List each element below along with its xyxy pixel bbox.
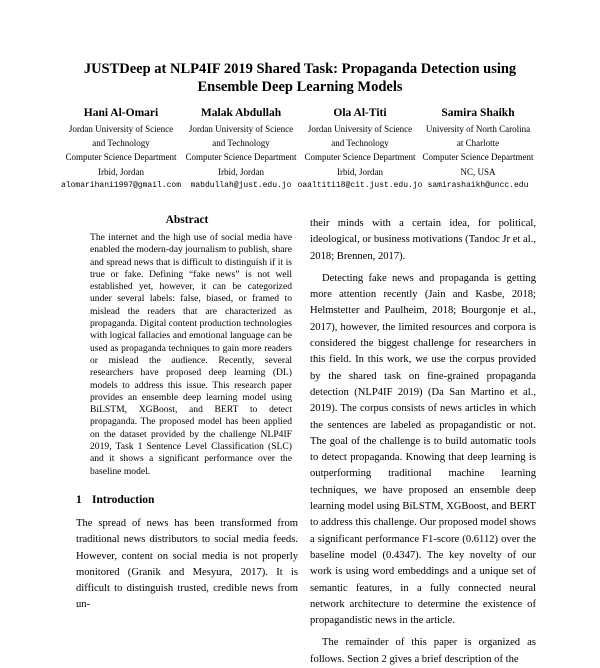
author-ola-al-titi	[295, 104, 425, 193]
author-hani-al-omari	[56, 104, 186, 193]
left-column	[76, 212, 298, 614]
author-samira-shaikh	[413, 104, 543, 193]
author-email: samirashaikh@uncc.edu	[427, 180, 529, 190]
right-column	[310, 216, 536, 668]
section-title: Introduction	[92, 493, 155, 506]
author-affiliation-cont: and Technology	[331, 138, 389, 149]
title-line-2: Ensemble Deep Learning Models	[197, 79, 403, 95]
author-name: Hani Al-Omari	[83, 107, 159, 119]
abstract-heading: Abstract	[165, 214, 209, 226]
author-affiliation: Jordan University of Science	[188, 124, 294, 134]
section-number: 1	[76, 493, 82, 506]
author-name: Ola Al-Titi	[333, 107, 387, 119]
author-affiliation: University of North Carolina	[425, 124, 531, 134]
author-name: Samira Shaikh	[441, 107, 515, 119]
author-location: Irbid, Jordan	[218, 166, 264, 177]
author-block	[0, 104, 600, 194]
section-heading-introduction	[76, 492, 298, 508]
author-malak-abdullah	[176, 104, 306, 193]
author-department: Computer Science Department	[304, 152, 416, 163]
paper-title	[50, 60, 550, 96]
author-department: Computer Science Department	[422, 152, 534, 163]
author-location: Irbid, Jordan	[337, 166, 383, 177]
author-location: Irbid, Jordan	[98, 166, 144, 177]
author-email: alomarihani1997@gmail.com	[60, 180, 182, 190]
author-affiliation-cont: and Technology	[92, 138, 150, 149]
author-affiliation-cont: and Technology	[212, 138, 270, 149]
author-department: Computer Science Department	[65, 152, 177, 163]
abstract-text: The internet and the high use of social media have enabled the modern-day journalism to publish, share and spread news that is difficult to distinguish if it is true or fake. Defining “fake news” is not well established yet, however, it can be categorized under several labels: false, biased, or framed to mislead the readers that are characterized as propaganda. Digital content production technologies with logical fallacies and emotional language can be used as propaganda techniques to gain more readers or mislead the audience. Recently, several researchers have proposed deep learning (DL) models to address this issue. This research paper provides an ensemble deep learning model using BiLSTM, XGBoost, and BERT to detect propaganda. The proposed model has been applied on the dataset provided by the challenge NLP4IF 2019, Task 1 Sentence Level Classification (SLC) and it shows a significant performance over the baseline model.	[90, 232, 292, 477]
paragraph-paper-organization: The remainder of this paper is organized as follows. Section 2 gives a brief description of the	[310, 637, 536, 665]
paragraph-fake-news-detection: Detecting fake news and propaganda is getting more attention recently (Jain and Kasbe, 2018; Helmstetter and Paulheim, 2018; Bourgonje et al., 2017), however, the limited resources and corpora is considered the biggest challenge for researchers in this field. In this work, we use the corpus provided by the shared task on fine-grained propaganda detection (NLP4IF 2019) (Da San Martino et al., 2019). The corpus consists of news articles in which the sentences are labeled as propagandistic or not. The goal of the challenge is to build automatic tools to detect propaganda. Knowing that deep learning is outperforming traditional machine learning techniques, we have proposed an ensemble deep learning model using BiLSTM, XGBoost, and BERT to address this challenge. Our proposed model shows a significant performance F1-score (0.6112) over the baseline model (0.4347). The key novelty of our work is using word embeddings and a unique set of semantic features, in a fully connected neural network architecture to determine the existence of propagandistic news in the article.	[310, 272, 536, 627]
author-email: oaaltiti18@cit.just.edu.jo	[297, 180, 423, 190]
author-affiliation: Jordan University of Science	[68, 124, 174, 134]
author-email: mabdullah@just.edu.jo	[190, 180, 292, 190]
author-affiliation-cont: at Charlotte	[456, 138, 500, 149]
author-affiliation: Jordan University of Science	[307, 124, 413, 134]
author-department: Computer Science Department	[185, 152, 297, 163]
title-line-1: JUSTDeep at NLP4IF 2019 Shared Task: Propaganda Detection using	[83, 61, 517, 77]
paragraph-continuation: their minds with a certain idea, for political, ideological, or business motivations (Tandoc Jr et al., 2018; Brennen, 2017).	[310, 218, 536, 262]
author-location: NC, USA	[460, 166, 496, 177]
introduction-text: The spread of news has been transformed from traditional news distributors to social media feeds. However, content on social media is not properly monitored (Granik and Mesyura, 2017). It is difficult to distinguish trusted, credible news from un-	[76, 517, 298, 611]
author-name: Malak Abdullah	[200, 107, 282, 119]
